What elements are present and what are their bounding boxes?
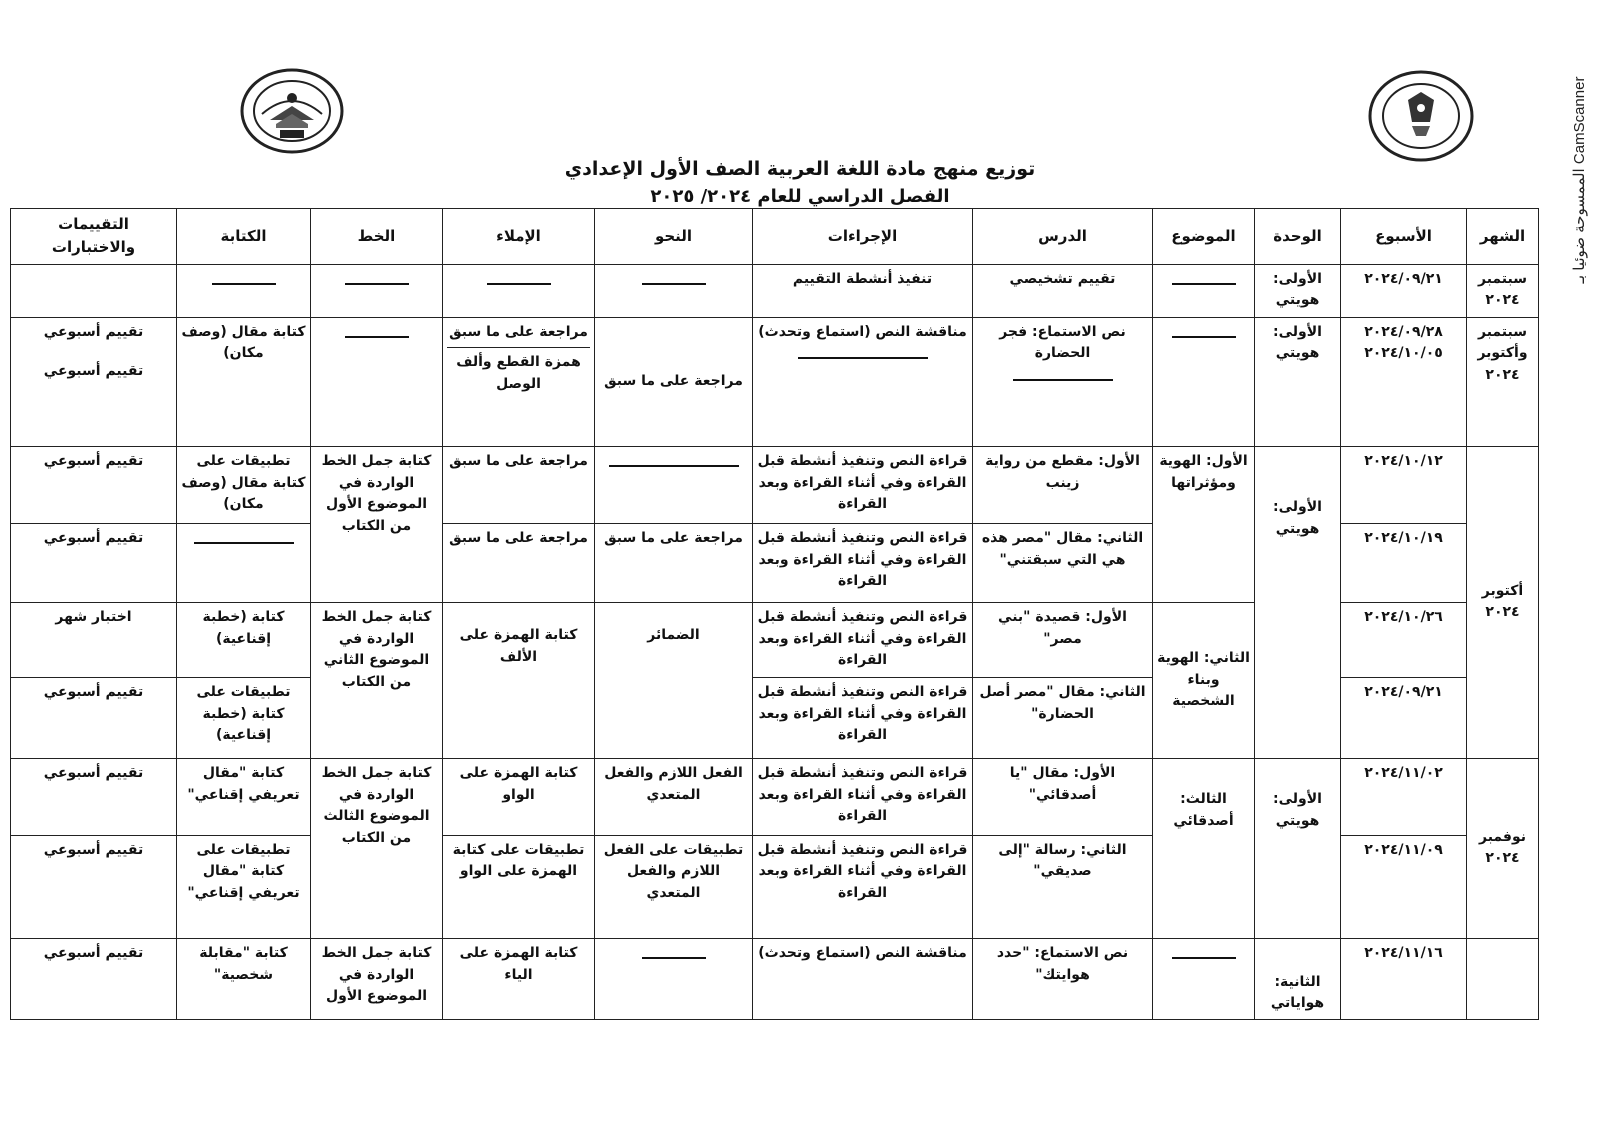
cell-topic (1153, 264, 1255, 317)
cell-procedures: قراءة النص وتنفيذ أنشطة قبل القراءة وفي أثناء القراءة وبعد القراءة (753, 835, 973, 938)
empty-dash (1172, 957, 1236, 959)
cell-month (1467, 938, 1539, 1019)
header-month: الشهر (1467, 209, 1539, 265)
cell-handwriting: كتابة جمل الخط الواردة في الموضوع الأول (311, 938, 443, 1019)
cell-assessment: تقييم أسبوعي (11, 938, 177, 1019)
assessment-text: تقييم أسبوعي (43, 363, 144, 380)
cell-lesson: الثاني: رسالة "إلى صديقي" (973, 835, 1153, 938)
cell-dictation: مراجعة على ما سبق (443, 523, 595, 602)
header-writing: الكتابة (177, 209, 311, 265)
empty-dash (642, 283, 706, 285)
week-date: ٢٠٢٤/١٠/٠٥ (1364, 345, 1443, 362)
cell-grammar: تطبيقات على الفعل اللازم والفعل المتعدي (595, 835, 753, 938)
cell-month: نوفمبر ٢٠٢٤ (1467, 758, 1539, 938)
cell-lesson: الثاني: مقال "مصر هذه هي التي سبقتني" (973, 523, 1153, 602)
page-title: توزيع منهج مادة اللغة العربية الصف الأول الإعدادي (564, 158, 1036, 180)
cell-month: أكتوبر ٢٠٢٤ (1467, 447, 1539, 759)
cell-procedures: قراءة النص وتنفيذ أنشطة قبل القراءة وفي أثناء القراءة وبعد القراءة (753, 758, 973, 835)
header-week: الأسبوع (1341, 209, 1467, 265)
week-date: ٢٠٢٤/٠٩/٢٨ (1364, 323, 1443, 340)
cell-handwriting: كتابة جمل الخط الواردة في الموضوع الثاني من الكتاب (311, 602, 443, 758)
cell-grammar (595, 938, 753, 1019)
cell-assessment: اختبار شهر (11, 602, 177, 677)
cell-lesson (973, 317, 1153, 447)
cell-assessment: تقييم أسبوعي (11, 523, 177, 602)
cell-dictation: مراجعة على ما سبق (443, 447, 595, 524)
cell-unit: الأولى: هويتي (1255, 317, 1341, 447)
cell-week: ٢٠٢٤/١١/٠٢ (1341, 758, 1467, 835)
empty-dash (1013, 379, 1113, 381)
cell-procedures: قراءة النص وتنفيذ أنشطة قبل القراءة وفي أثناء القراءة وبعد القراءة (753, 677, 973, 758)
cell-lesson: الأول: مقال "يا أصدقائي" (973, 758, 1153, 835)
cell-topic: الأول: الهوية ومؤثراتها (1153, 447, 1255, 603)
cell-week: ٢٠٢٤/١١/٠٩ (1341, 835, 1467, 938)
cell-grammar: مراجعة على ما سبق (595, 523, 753, 602)
header-topic: الموضوع (1153, 209, 1255, 265)
cell-handwriting (311, 317, 443, 447)
cell-procedures: مناقشة النص (استماع وتحدث) (753, 938, 973, 1019)
cell-writing: كتابة "مقال تعريفي إقناعي" (177, 758, 311, 835)
cell-week: ٢٠٢٤/١٠/١٩ (1341, 523, 1467, 602)
empty-dash (194, 542, 294, 544)
table-header-row (11, 209, 1539, 265)
cell-topic: الثالث: أصدقائي (1153, 758, 1255, 938)
cell-assessment (11, 317, 177, 447)
cell-week: ٢٠٢٤/١٠/١٢ (1341, 447, 1467, 524)
cell-assessment: تقييم أسبوعي (11, 677, 177, 758)
page-subtitle: الفصل الدراسي للعام ٢٠٢٤/ ٢٠٢٥ (650, 186, 950, 207)
cell-procedures: تنفيذ أنشطة التقييم (753, 264, 973, 317)
cell-grammar: الضمائر (595, 602, 753, 758)
assessment-text: تقييم أسبوعي (43, 323, 144, 340)
cell-lesson: الأول: قصيدة "بني مصر" (973, 602, 1153, 677)
cell-procedures: قراءة النص وتنفيذ أنشطة قبل القراءة وفي أثناء القراءة وبعد القراءة (753, 523, 973, 602)
dictation-text: همزة القطع وألف الوصل (447, 347, 590, 395)
cell-week: ٢٠٢٤/١٠/٢٦ (1341, 602, 1467, 677)
cell-handwriting: كتابة جمل الخط الواردة في الموضوع الأول من الكتاب (311, 447, 443, 603)
lesson-text: نص الاستماع: فجر الحضارة (999, 323, 1126, 362)
cell-procedures (753, 317, 973, 447)
cell-dictation: تطبيقات على كتابة الهمزة على الواو (443, 835, 595, 938)
cell-writing: كتابة "مقابلة شخصية" (177, 938, 311, 1019)
cell-lesson: الأول: مقطع من رواية زينب (973, 447, 1153, 524)
cell-writing: تطبيقات على كتابة (خطبة إقناعية) (177, 677, 311, 758)
cell-lesson: نص الاستماع: "حدد هوايتك" (973, 938, 1153, 1019)
cell-writing (177, 523, 311, 602)
scanner-watermark (1566, 30, 1592, 330)
cell-unit: الأولى: هويتي (1255, 758, 1341, 938)
empty-dash (609, 465, 739, 467)
ccd-logo-icon (240, 68, 344, 154)
curriculum-table (10, 208, 1539, 1020)
cell-unit: الأولى: هويتي (1255, 447, 1341, 759)
cell-grammar (595, 264, 753, 317)
dictation-text: مراجعة على ما سبق (449, 323, 588, 340)
ministry-seal-icon (1368, 70, 1474, 162)
header-dictation: الإملاء (443, 209, 595, 265)
cell-month: سبتمبر وأكتوبر ٢٠٢٤ (1467, 317, 1539, 447)
cell-unit: الأولى: هويتي (1255, 264, 1341, 317)
cell-topic: الثاني: الهوية وبناء الشخصية (1153, 602, 1255, 758)
cell-handwriting (311, 264, 443, 317)
empty-dash (212, 283, 276, 285)
cell-grammar: الفعل اللازم والفعل المتعدي (595, 758, 753, 835)
cell-lesson: الثاني: مقال "مصر أصل الحضارة" (973, 677, 1153, 758)
cell-week: ٢٠٢٤/١١/١٦ (1341, 938, 1467, 1019)
cell-unit: الثانية: هواياتي (1255, 938, 1341, 1019)
empty-dash (798, 357, 928, 359)
cell-grammar (595, 447, 753, 524)
header-handwriting: الخط (311, 209, 443, 265)
cell-writing: تطبيقات على كتابة مقال (وصف مكان) (177, 447, 311, 524)
cell-lesson: تقييم تشخيصي (973, 264, 1153, 317)
cell-week: ٢٠٢٤/٠٩/٢١ (1341, 677, 1467, 758)
cell-writing (177, 264, 311, 317)
cell-assessment (11, 264, 177, 317)
table-row (11, 317, 1539, 447)
cell-week (1341, 317, 1467, 447)
header-unit: الوحدة (1255, 209, 1341, 265)
empty-dash (1172, 336, 1236, 338)
cell-writing: كتابة (خطبة إقناعية) (177, 602, 311, 677)
cell-dictation (443, 317, 595, 447)
header-assessment: التقييمات والاختبارات (11, 209, 177, 265)
cell-dictation (443, 264, 595, 317)
cell-month: سبتمبر ٢٠٢٤ (1467, 264, 1539, 317)
cell-assessment: تقييم أسبوعي (11, 758, 177, 835)
cell-writing: كتابة مقال (وصف مكان) (177, 317, 311, 447)
table-row (11, 447, 1539, 524)
cell-assessment: تقييم أسبوعي (11, 447, 177, 524)
cell-dictation: كتابة الهمزة على الواو (443, 758, 595, 835)
cell-writing: تطبيقات على كتابة "مقال تعريفي إقناعي" (177, 835, 311, 938)
cell-dictation: كتابة الهمزة على الياء (443, 938, 595, 1019)
empty-dash (1172, 283, 1236, 285)
cell-topic (1153, 938, 1255, 1019)
table-row (11, 938, 1539, 1019)
table-row (11, 758, 1539, 835)
table-row (11, 264, 1539, 317)
header-procedures: الإجراءات (753, 209, 973, 265)
cell-procedures: قراءة النص وتنفيذ أنشطة قبل القراءة وفي أثناء القراءة وبعد القراءة (753, 447, 973, 524)
empty-dash (345, 283, 409, 285)
cell-week: ٢٠٢٤/٠٩/٢١ (1341, 264, 1467, 317)
header-lesson: الدرس (973, 209, 1153, 265)
empty-dash (345, 336, 409, 338)
cell-procedures: قراءة النص وتنفيذ أنشطة قبل القراءة وفي أثناء القراءة وبعد القراءة (753, 602, 973, 677)
header-grammar: النحو (595, 209, 753, 265)
cell-handwriting: كتابة جمل الخط الواردة في الموضوع الثالث من الكتاب (311, 758, 443, 938)
cell-dictation: كتابة الهمزة على الألف (443, 602, 595, 758)
cell-assessment: تقييم أسبوعي (11, 835, 177, 938)
scanner-watermark-text: الممسوحة ضوئيا بـ CamScanner (1571, 76, 1588, 284)
procedures-text: مناقشة النص (استماع وتحدث) (758, 323, 967, 340)
empty-dash (487, 283, 551, 285)
empty-dash (642, 957, 706, 959)
cell-grammar: مراجعة على ما سبق (595, 317, 753, 447)
cell-topic (1153, 317, 1255, 447)
